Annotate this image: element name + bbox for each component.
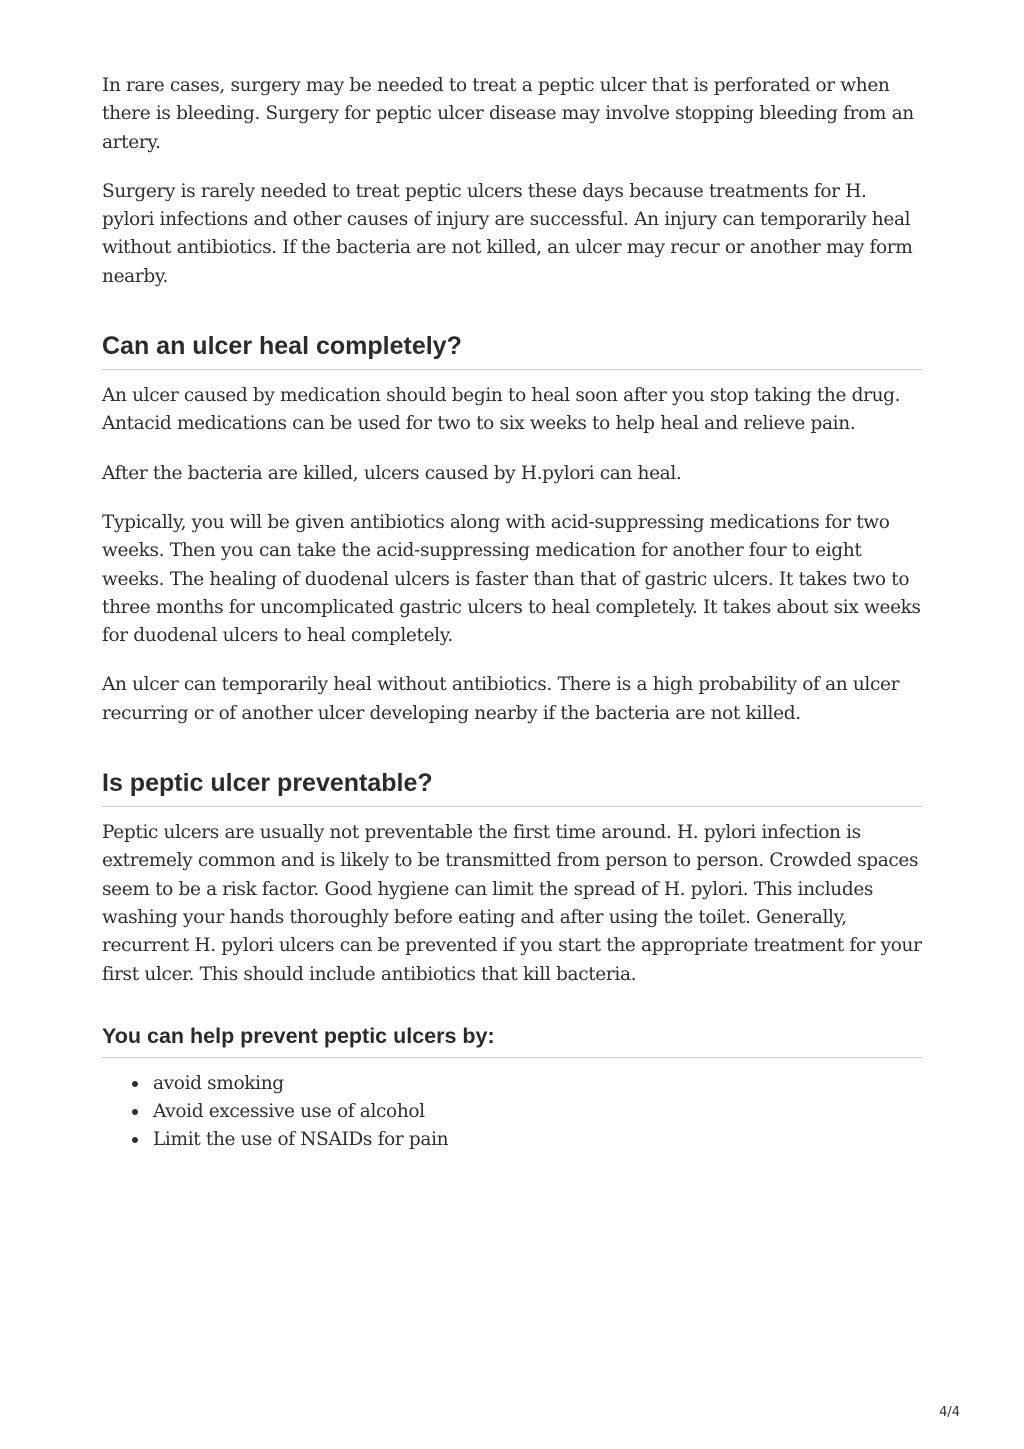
- paragraph: Peptic ulcers are usually not preventable the first time around. H. pylori infection is extremely common and is likely to be transmitted from person to person. Crowded spaces seem to be a risk factor. Good hygiene can limit the spread of H. pylori. This includes washing your hands thoroughly before eating and after using the toilet. Generally, recurrent H. pylori ulcers can be prevented if you start the appropriate treatment for your first ulcer. This should include antibiotics that kill bacteria.: [102, 822, 922, 985]
- page-number: 4/4: [939, 1405, 960, 1420]
- article-body: [102, 72, 922, 1155]
- prevention-list: [102, 1070, 922, 1155]
- paragraph: In rare cases, surgery may be needed to treat a peptic ulcer that is perforated or when there is bleeding. Surgery for peptic ulcer disease may involve stopping bleeding from an artery.: [102, 75, 914, 153]
- subheading-help-prevent: You can help prevent peptic ulcers by:: [102, 1015, 922, 1058]
- section-heading-heal: Can an ulcer heal completely?: [102, 319, 922, 370]
- section-heading-prevent: Is peptic ulcer preventable?: [102, 756, 922, 807]
- list-item: avoid smoking: [153, 1070, 922, 1098]
- paragraph: An ulcer caused by medication should begin to heal soon after you stop taking the drug. Antacid medications can be used for two to six weeks to help heal and relieve pain.: [102, 385, 901, 435]
- paragraph: After the bacteria are killed, ulcers caused by H.pylori can heal.: [102, 462, 682, 484]
- paragraph: Typically, you will be given antibiotics along with acid-suppressing medications for two weeks. Then you can take the acid-suppressing medication for another four to eight weeks. The healing of duodenal ulcers is faster than that of gastric ulcers. It takes two to three months for uncomplicated gastric ulcers to heal completely. It takes about six weeks for duodenal ulcers to heal completely.: [102, 511, 921, 647]
- list-item: Avoid excessive use of alcohol: [153, 1098, 922, 1126]
- paragraph: Surgery is rarely needed to treat peptic ulcers these days because treatments for H. pylori infections and other causes of injury are successful. An injury can temporarily heal without antibiotics. If the bacteria are not killed, an ulcer may recur or another may form nearby.: [102, 180, 913, 287]
- paragraph: An ulcer can temporarily heal without antibiotics. There is a high probability of an ulcer recurring or of another ulcer developing nearby if the bacteria are not killed.: [102, 674, 900, 724]
- list-item: Limit the use of NSAIDs for pain: [153, 1126, 922, 1154]
